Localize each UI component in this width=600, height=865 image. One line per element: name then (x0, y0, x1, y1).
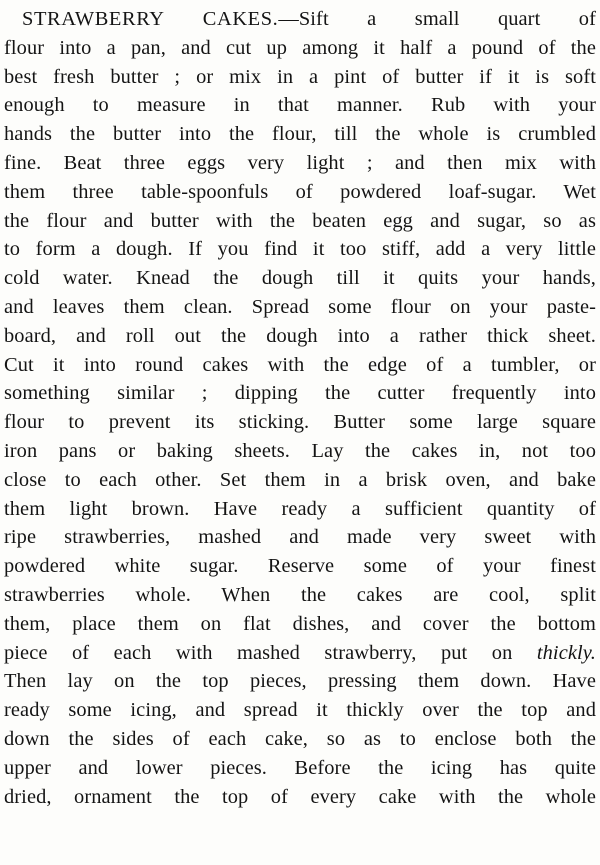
text-line-content: piece of each with mashed strawberry, put on (4, 641, 537, 664)
text-line: upper and lower pieces. Before the icing has quite (4, 756, 596, 779)
text-line: board, and roll out the dough into a rather thick sheet. (4, 324, 596, 347)
text-line: enough to measure in that manner. Rub with your (4, 94, 596, 117)
recipe-text (4, 5, 596, 811)
text-line: them, place them on flat dishes, and cover the bottom (4, 612, 596, 635)
text-line: best fresh butter ; or mix in a pint of butter if it is soft (4, 65, 596, 88)
text-line: them light brown. Have ready a sufficient quantity of (4, 497, 596, 520)
text-line-content: —Sift a small quart of (278, 8, 596, 30)
text-line (4, 5, 596, 34)
text-line: ready some icing, and spread it thickly over the top and (4, 699, 596, 722)
text-line: Then lay on the top pieces, pressing them down. Have (4, 670, 596, 693)
text-line (4, 639, 596, 668)
text-line: powdered white sugar. Reserve some of your finest (4, 555, 596, 578)
text-line: down the sides of each cake, so as to enclose both the (4, 727, 596, 750)
text-line: iron pans or baking sheets. Lay the cakes in, not too (4, 439, 596, 462)
text-line: close to each other. Set them in a brisk oven, and bake (4, 468, 596, 491)
text-line: the flour and butter with the beaten egg and sugar, so as (4, 209, 596, 232)
text-line: Cut it into round cakes with the edge of a tumbler, or (4, 353, 596, 376)
text-line: something similar ; dipping the cutter frequently into (4, 382, 596, 405)
text-line: hands the butter into the flour, till the whole is crumbled (4, 123, 596, 146)
text-line: strawberries whole. When the cakes are cool, split (4, 583, 596, 606)
emphasized-word: thickly. (536, 641, 596, 664)
text-line: them three table-spoonfuls of powdered loaf-sugar. Wet (4, 180, 596, 203)
text-line: dried, ornament the top of every cake with the whole (4, 785, 596, 808)
recipe-title: STRAWBERRY CAKES. (22, 8, 279, 30)
text-line: cold water. Knead the dough till it quits your hands, (4, 267, 596, 290)
text-line: to form a dough. If you find it too stiff, add a very little (4, 238, 596, 261)
text-line: flour to prevent its sticking. Butter some large square (4, 411, 596, 434)
text-line: and leaves them clean. Spread some flour on your paste- (4, 295, 596, 318)
text-line: flour into a pan, and cut up among it half a pound of the (4, 36, 596, 59)
text-line: fine. Beat three eggs very light ; and then mix with (4, 151, 596, 174)
text-line: ripe strawberries, mashed and made very sweet with (4, 526, 596, 549)
